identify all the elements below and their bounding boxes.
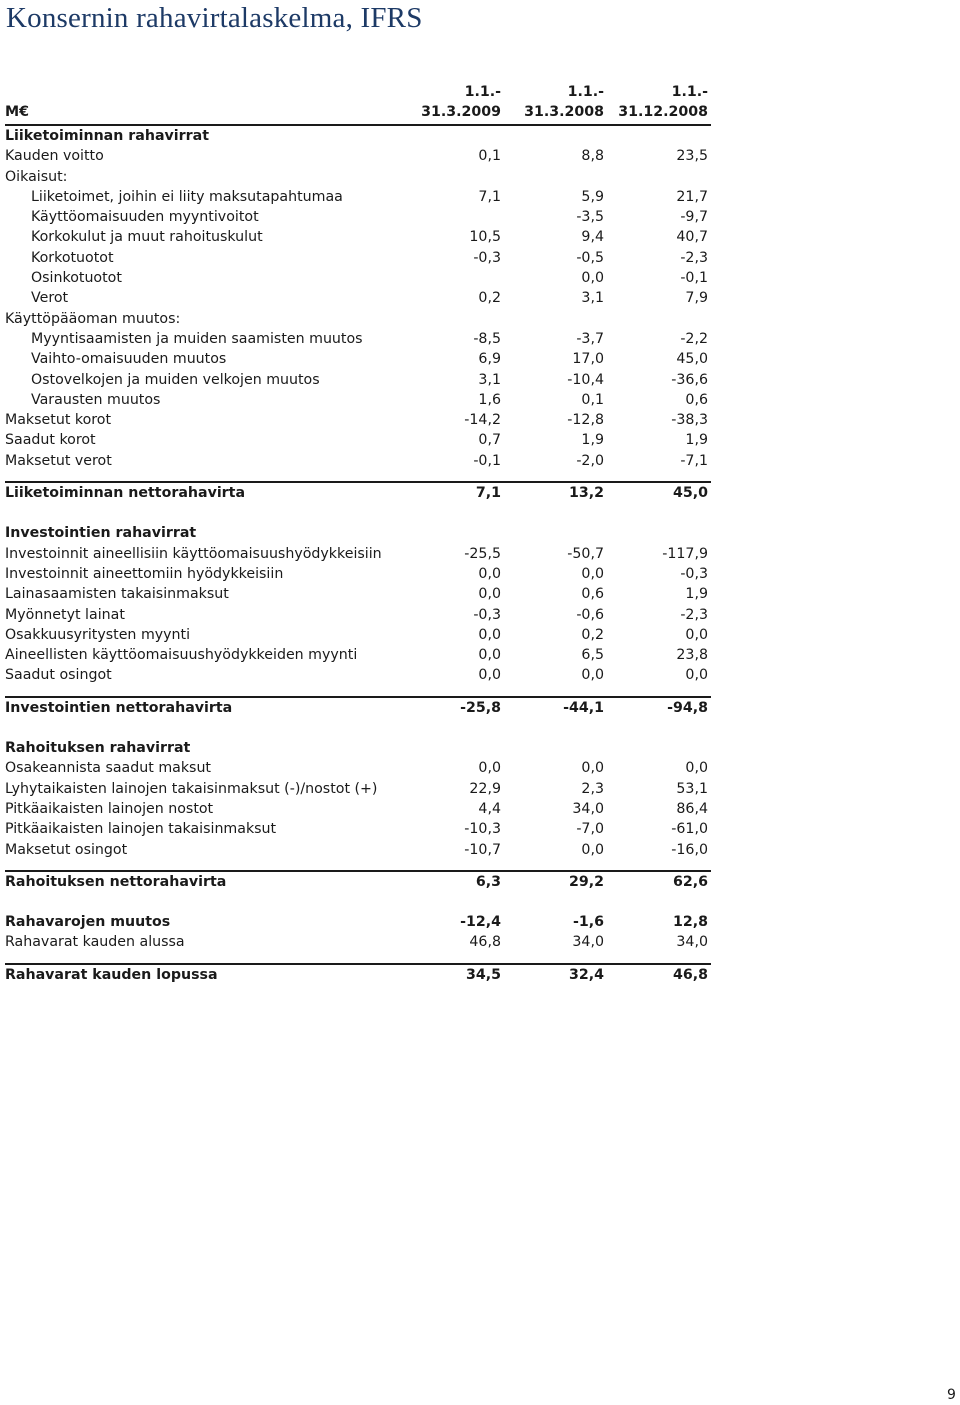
- row-value-col1: 7,1: [478, 188, 501, 205]
- table-row: [5, 665, 711, 685]
- row-value-col3: 46,8: [672, 966, 708, 983]
- row-value-col2: -0,6: [576, 606, 604, 623]
- row-value-col2: 0,0: [581, 760, 604, 777]
- row-value-col3: 45,0: [676, 351, 708, 368]
- column-header-q1-2009: 1.1.- 31.3.2009: [421, 84, 501, 121]
- row-value-col1: 0,0: [478, 647, 501, 664]
- row-label: Pitkäaikaisten lainojen nostot: [5, 800, 214, 817]
- row-value-col2: -7,0: [576, 821, 604, 838]
- operating-rows: [5, 146, 711, 471]
- row-label: Ostovelkojen ja muiden velkojen muutos: [31, 371, 320, 388]
- section-heading-operating: Liiketoiminnan rahavirrat: [5, 128, 210, 144]
- cash-change: [5, 912, 711, 932]
- table-row: [5, 840, 711, 860]
- row-value-col1: -12,4: [460, 914, 501, 931]
- row-value-col1: 0,1: [478, 148, 501, 165]
- row-label: Investoinnit aineettomiin hyödykkeisiin: [5, 565, 284, 582]
- row-label: Pitkäaikaisten lainojen takaisinmaksut: [5, 821, 277, 838]
- row-value-col3: -2,3: [680, 249, 708, 266]
- row-value-col3: 21,7: [676, 188, 708, 205]
- cash-end: [5, 965, 711, 985]
- row-value-col2: -0,5: [576, 249, 604, 266]
- total-row: [5, 698, 711, 718]
- row-value-col1: 0,0: [478, 626, 501, 643]
- row-value-col1: -25,5: [464, 545, 501, 562]
- row-value-col2: 0,0: [581, 841, 604, 858]
- total-row: [5, 483, 711, 503]
- table-row: [5, 227, 711, 247]
- row-value-col1: -14,2: [464, 412, 501, 429]
- financing-rows: [5, 758, 711, 859]
- table-row: [5, 799, 711, 819]
- row-value-col3: -7,1: [680, 452, 708, 469]
- row-label: Osakeannista saadut maksut: [5, 760, 211, 777]
- row-value-col3: -0,1: [680, 270, 708, 287]
- section-heading-investing: Investointien rahavirrat: [5, 525, 197, 542]
- column-header-q1-2008: 1.1.- 31.3.2008: [524, 84, 604, 121]
- row-label: Liiketoiminnan nettorahavirta: [5, 485, 246, 502]
- row-value-col1: 22,9: [469, 780, 501, 797]
- row-value-col2: 34,0: [572, 800, 604, 817]
- row-value-col1: -0,3: [473, 249, 501, 266]
- row-value-col3: 23,8: [676, 647, 708, 664]
- row-value-col2: 2,3: [581, 780, 604, 797]
- table-row: [5, 819, 711, 839]
- row-label: Maksetut verot: [5, 452, 112, 469]
- row-label: Rahavarojen muutos: [5, 914, 171, 931]
- row-value-col3: -9,7: [680, 209, 708, 226]
- row-label: Korkokulut ja muut rahoituskulut: [31, 229, 263, 246]
- table-row: [5, 146, 711, 166]
- row-value-col3: -94,8: [667, 699, 708, 716]
- row-label: Liiketoimet, joihin ei liity maksutapahtumaa: [31, 188, 343, 205]
- row-label: Investointien nettorahavirta: [5, 699, 233, 716]
- row-label: Rahavarat kauden alussa: [5, 934, 185, 951]
- row-value-col1: 0,2: [478, 290, 501, 307]
- row-value-col2: 0,0: [581, 667, 604, 684]
- row-value-col3: 40,7: [676, 229, 708, 246]
- row-value-col3: -36,6: [671, 371, 708, 388]
- row-value-col2: 9,4: [581, 229, 604, 246]
- row-label: Varausten muutos: [31, 391, 161, 408]
- row-value-col2: 0,6: [581, 586, 604, 603]
- row-value-col3: 0,0: [685, 760, 708, 777]
- investing-rows: [5, 544, 711, 686]
- row-value-col2: 6,5: [581, 647, 604, 664]
- row-label: Maksetut osingot: [5, 841, 128, 858]
- row-value-col1: 4,4: [478, 800, 501, 817]
- row-value-col2: 0,0: [581, 565, 604, 582]
- row-value-col1: 7,1: [475, 485, 501, 502]
- row-value-col3: -2,2: [680, 330, 708, 347]
- row-value-col1: 46,8: [469, 934, 501, 951]
- row-value-col1: -10,3: [464, 821, 501, 838]
- cash-change-row: [5, 912, 711, 932]
- table-row: [5, 390, 711, 410]
- row-value-col1: 0,7: [478, 432, 501, 449]
- cash-flow-table: [5, 80, 711, 985]
- table-row: [5, 564, 711, 584]
- table-row: [5, 309, 711, 329]
- table-row: [5, 349, 711, 369]
- row-value-col2: -1,6: [572, 914, 604, 931]
- row-value-col3: 34,0: [676, 934, 708, 951]
- row-value-col2: -2,0: [576, 452, 604, 469]
- row-value-col2: -3,5: [576, 209, 604, 226]
- table-row: [5, 779, 711, 799]
- section-heading-financing: Rahoituksen rahavirrat: [5, 740, 191, 757]
- row-label: Myönnetyt lainat: [5, 606, 125, 623]
- row-label: Osinkotuotot: [31, 270, 122, 287]
- row-value-col3: -0,3: [680, 565, 708, 582]
- table-row: [5, 758, 711, 778]
- row-label: Käyttöomaisuuden myyntivoitot: [31, 209, 259, 226]
- row-value-col3: -2,3: [680, 606, 708, 623]
- row-value-col3: -38,3: [671, 412, 708, 429]
- row-value-col1: 0,0: [478, 586, 501, 603]
- row-label: Vaihto-omaisuuden muutos: [31, 351, 227, 368]
- row-value-col2: -10,4: [567, 371, 604, 388]
- row-label: Saadut osingot: [5, 667, 112, 684]
- table-row: [5, 268, 711, 288]
- investing-total: [5, 698, 711, 718]
- table-row: [5, 370, 711, 390]
- row-label: Investoinnit aineellisiin käyttöomaisuushyödykkeisiin: [5, 545, 382, 562]
- table-row: [5, 288, 711, 308]
- financing-total: [5, 872, 711, 892]
- total-row: [5, 872, 711, 892]
- row-label: Osakkuusyritysten myynti: [5, 626, 191, 643]
- row-value-col3: -117,9: [662, 545, 708, 562]
- table-row: [5, 625, 711, 645]
- row-value-col2: 0,1: [581, 391, 604, 408]
- row-label: Maksetut korot: [5, 412, 112, 429]
- row-value-col3: 23,5: [676, 148, 708, 165]
- unit-label: M€: [5, 104, 29, 120]
- row-value-col3: 7,9: [685, 290, 708, 307]
- row-value-col1: 6,9: [478, 351, 501, 368]
- page-number: 9: [947, 1387, 956, 1403]
- row-value-col1: 0,0: [478, 760, 501, 777]
- page-title: Konsernin rahavirtalaskelma, IFRS: [6, 2, 423, 34]
- table-row: [5, 167, 711, 187]
- row-value-col2: 13,2: [568, 485, 604, 502]
- table-row: [5, 430, 711, 450]
- row-label: Kauden voitto: [5, 148, 104, 165]
- row-label: Rahavarat kauden lopussa: [5, 966, 218, 983]
- table-row: [5, 584, 711, 604]
- row-value-col1: -8,5: [473, 330, 501, 347]
- table-row: [5, 544, 711, 564]
- table-row: [5, 248, 711, 268]
- row-value-col1: 34,5: [465, 966, 501, 983]
- row-value-col1: 3,1: [478, 371, 501, 388]
- row-value-col1: -25,8: [460, 699, 501, 716]
- table-row: [5, 451, 711, 471]
- row-value-col1: 0,0: [478, 565, 501, 582]
- row-label: Aineellisten käyttöomaisuushyödykkeiden myynti: [5, 647, 358, 664]
- row-label: Oikaisut:: [5, 168, 68, 185]
- row-label: Lyhytaikaisten lainojen takaisinmaksut (-)/nostot (+): [5, 780, 378, 797]
- row-value-col3: -61,0: [671, 821, 708, 838]
- row-value-col2: -50,7: [567, 545, 604, 562]
- row-label: Rahoituksen nettorahavirta: [5, 873, 227, 890]
- table-row: [5, 329, 711, 349]
- row-value-col2: 17,0: [572, 351, 604, 368]
- table-row: [5, 605, 711, 625]
- row-value-col3: 0,0: [685, 667, 708, 684]
- row-value-col2: 0,0: [581, 270, 604, 287]
- row-value-col2: 34,0: [572, 934, 604, 951]
- row-value-col2: -3,7: [576, 330, 604, 347]
- column-header-fy-2008: 1.1.- 31.12.2008: [618, 84, 708, 121]
- table-header: [5, 80, 711, 124]
- row-value-col3: 12,8: [672, 914, 708, 931]
- row-label: Verot: [31, 290, 69, 307]
- row-value-col2: 5,9: [581, 188, 604, 205]
- row-value-col3: 0,0: [685, 626, 708, 643]
- row-value-col3: -16,0: [671, 841, 708, 858]
- row-value-col1: 10,5: [469, 229, 501, 246]
- cash-begin: [5, 932, 711, 952]
- cash-begin-row: [5, 932, 711, 952]
- row-label: Korkotuotot: [31, 249, 114, 266]
- cash-end-row: [5, 965, 711, 985]
- row-value-col2: 8,8: [581, 148, 604, 165]
- row-value-col3: 0,6: [685, 391, 708, 408]
- row-value-col3: 86,4: [676, 800, 708, 817]
- row-value-col1: 1,6: [478, 391, 501, 408]
- row-value-col3: 1,9: [685, 432, 708, 449]
- table-row: [5, 645, 711, 665]
- row-value-col2: 29,2: [568, 873, 604, 890]
- row-value-col1: 0,0: [478, 667, 501, 684]
- operating-total: [5, 483, 711, 503]
- row-value-col2: 3,1: [581, 290, 604, 307]
- row-value-col3: 53,1: [676, 780, 708, 797]
- row-value-col2: -44,1: [563, 699, 604, 716]
- row-label: Myyntisaamisten ja muiden saamisten muutos: [31, 330, 363, 347]
- row-value-col1: -0,1: [473, 452, 501, 469]
- row-label: Saadut korot: [5, 432, 96, 449]
- table-row: [5, 410, 711, 430]
- row-label: Lainasaamisten takaisinmaksut: [5, 586, 229, 603]
- row-value-col2: 32,4: [568, 966, 604, 983]
- row-value-col1: -0,3: [473, 606, 501, 623]
- row-value-col3: 1,9: [685, 586, 708, 603]
- table-row: [5, 187, 711, 207]
- row-value-col2: 0,2: [581, 626, 604, 643]
- row-value-col3: 62,6: [672, 873, 708, 890]
- row-value-col1: -10,7: [464, 841, 501, 858]
- row-label: Käyttöpääoman muutos:: [5, 310, 181, 327]
- row-value-col1: 6,3: [475, 873, 501, 890]
- row-value-col2: -12,8: [567, 412, 604, 429]
- table-row: [5, 207, 711, 227]
- row-value-col2: 1,9: [581, 432, 604, 449]
- row-value-col3: 45,0: [672, 485, 708, 502]
